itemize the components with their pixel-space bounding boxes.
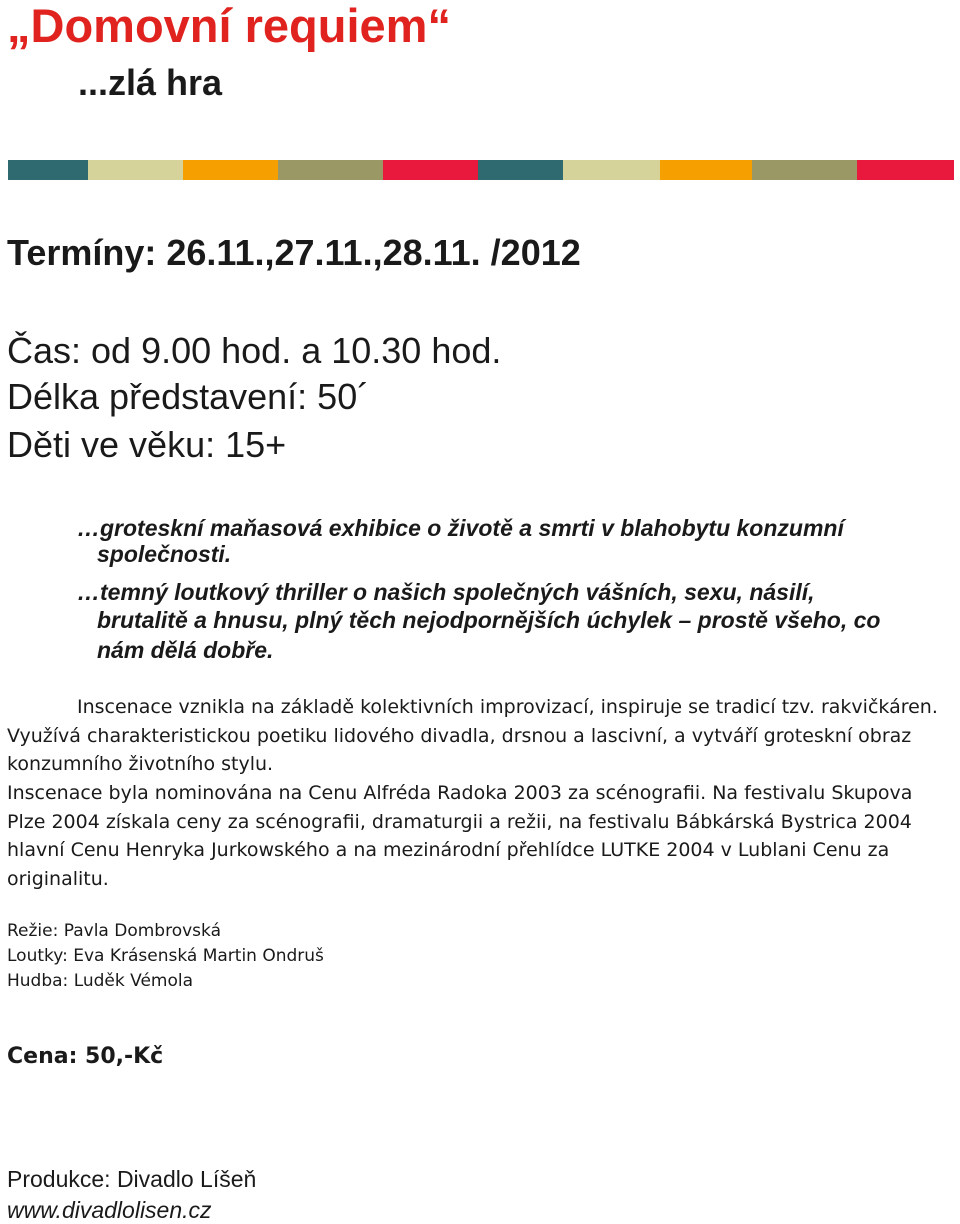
credit-director: Režie: Pavla Dombrovská: [7, 921, 221, 941]
color-stripe: [8, 160, 954, 180]
stripe-segment: [278, 160, 383, 180]
tagline-1-line-2: společnosti.: [97, 541, 232, 567]
stripe-segment: [478, 160, 563, 180]
time-line: Čas: od 9.00 hod. a 10.30 hod.: [7, 330, 502, 371]
stripe-segment: [183, 160, 278, 180]
duration-line: Délka představení: 50´: [7, 376, 370, 417]
dates-line: Termíny: 26.11.,27.11.,28.11. /2012: [7, 232, 581, 273]
page-title: „Domovní requiem“: [7, 0, 451, 52]
stripe-segment: [857, 160, 954, 180]
description-paragraph-2: Inscenace byla nominována na Cenu Alfréda Radoka 2003 za scénografii. Na festivalu Skupova Plze 2004 získala ceny za scénografii, dramaturgii a režii, na festivalu Bábkárská Bystrica 2004 hlavní Cenu Henryka Jurkowského a na mezinárodní přehlídce LUTKE 2004 v Lublani Cenu za originalitu.: [7, 782, 913, 890]
tagline-2-line-3: nám dělá dobře.: [97, 637, 274, 663]
stripe-segment: [563, 160, 660, 180]
credit-puppets: Loutky: Eva Krásenská Martin Ondruš: [7, 946, 324, 966]
age-line: Děti ve věku: 15+: [7, 424, 287, 465]
stripe-segment: [752, 160, 857, 180]
credits: [7, 919, 324, 994]
price: Cena: 50,-Kč: [7, 1044, 164, 1069]
stripe-segment: [660, 160, 752, 180]
tagline-2-line-1: …temný loutkový thriller o našich společných vášních, sexu, násilí,: [77, 579, 815, 605]
stripe-segment: [383, 160, 478, 180]
credit-music: Hudba: Luděk Vémola: [7, 971, 194, 991]
stripe-segment: [8, 160, 88, 180]
website-link[interactable]: www.divadlolisen.cz: [7, 1197, 212, 1223]
description-paragraph-1: Inscenace vznikla na základě kolektivních improvizací, inspiruje se tradicí tzv. rakvičkáren. Využívá charakteristickou poetiku lidového divadla, drsnou a lascivní, a vytváří groteskní obraz konzumního životního stylu.: [7, 696, 938, 776]
stripe-segment: [88, 160, 183, 180]
production-line: Produkce: Divadlo Líšeň: [7, 1166, 257, 1192]
tagline-2-line-2: brutalitě a hnusu, plný těch nejodpornějších úchylek – prostě všeho, co: [97, 607, 881, 633]
tagline-1-line-1: …groteskní maňasová exhibice o životě a smrti v blahobytu konzumní: [77, 515, 844, 541]
page-subtitle: ...zlá hra: [78, 62, 223, 103]
